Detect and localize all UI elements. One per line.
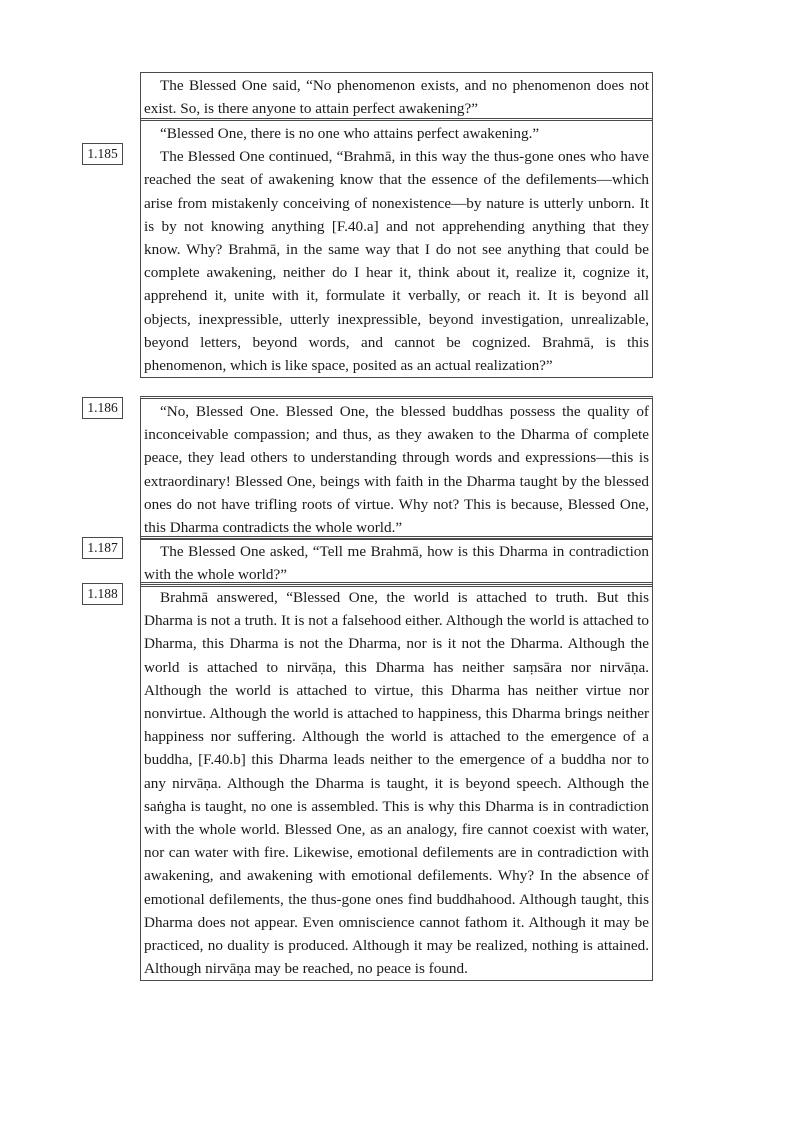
paragraph-text: “No, Blessed One. Blessed One, the blessed buddhas possess the quality of inconceivable compassion; and thus, as they awaken to the Dharma of complete peace, they lead others to understanding through words and expressions—this is extraordinary! Blessed One, beings with faith in the Dharma taught by the blessed ones do not have trifling roots of virtue. Why not? This is because, Blessed One, this Dharma contradicts the whole world.” (144, 403, 649, 537)
paragraph-block-1-188 (140, 582, 653, 981)
paragraph-block-1-186 (140, 396, 653, 540)
paragraph-number-1-185[interactable]: 1.185 (82, 143, 123, 165)
paragraph-block-1-187 (140, 536, 653, 587)
paragraph-text: “Blessed One, there is no one who attains perfect awakening.” (160, 125, 540, 142)
paragraph-block-opening (140, 72, 653, 121)
paragraph-number-1-188[interactable]: 1.188 (82, 583, 123, 605)
paragraph-text: The Blessed One asked, “Tell me Brahmā, how is this Dharma in contradiction with the whole world?” (144, 543, 649, 584)
paragraph-block-1-185 (140, 118, 653, 378)
paragraph-text: The Blessed One continued, “Brahmā, in this way the thus-gone ones who have reached the seat of awakening know that the essence of the defilements—which arise from mistakenly conceiving of nonexistence—by nature is utterly unborn. It is by not knowing anything [F.40.a] and not apprehending anything that they know. Why? Brahmā, in the same way that I do not see anything that could be complete awakening, neither do I hear it, think about it, realize it, cognize it, apprehend it, unite with it, formulate it verbally, or reach it. It is beyond all objects, inexpressible, utterly inexpressible, beyond investigation, unrealizable, beyond letters, beyond words, and cannot be cognized. Brahmā, is this phenomenon, which is like space, posited as an actual realization?” (144, 148, 649, 375)
paragraph-text: Brahmā answered, “Blessed One, the world is attached to truth. But this Dharma is not a truth. It is not a falsehood either. Although the world is attached to Dharma, this Dharma is not the Dharma, nor is it not the Dharma. Although the world is attached to nirvāṇa, this Dharma has neither saṃsāra nor nirvāṇa. Although the world is attached to virtue, this Dharma has neither virtue nor nonvirtue. Although the world is attached to happiness, this Dharma brings neither happiness nor suffering. Although the world is attached to the emergence of a buddha, [F.40.b] this Dharma leads neither to the emergence of a buddha nor to any nirvāṇa. Although the Dharma is taught, it is beyond speech. Although the saṅgha is taught, no one is assembled. This is why this Dharma is in contradiction with the whole world. Blessed One, as an analogy, fire cannot coexist with water, nor can water with fire. Likewise, emotional defilements are in contradiction with awakening, and awakening with emotional defilements. Why? In the absence of emotional defilements, the thus-gone ones find buddhahood. Although taught, this Dharma does not appear. Even omniscience cannot fathom it. Although it may be practiced, no duality is produced. Although it may be realized, nothing is attained. Although nirvāṇa may be reached, no peace is found. (144, 589, 649, 978)
paragraph-number-1-186[interactable]: 1.186 (82, 397, 123, 419)
paragraph-text: The Blessed One said, “No phenomenon exists, and no phenomenon does not exist. So, is there anyone to attain perfect awakening?” (144, 77, 649, 118)
paragraph-number-1-187[interactable]: 1.187 (82, 537, 123, 559)
